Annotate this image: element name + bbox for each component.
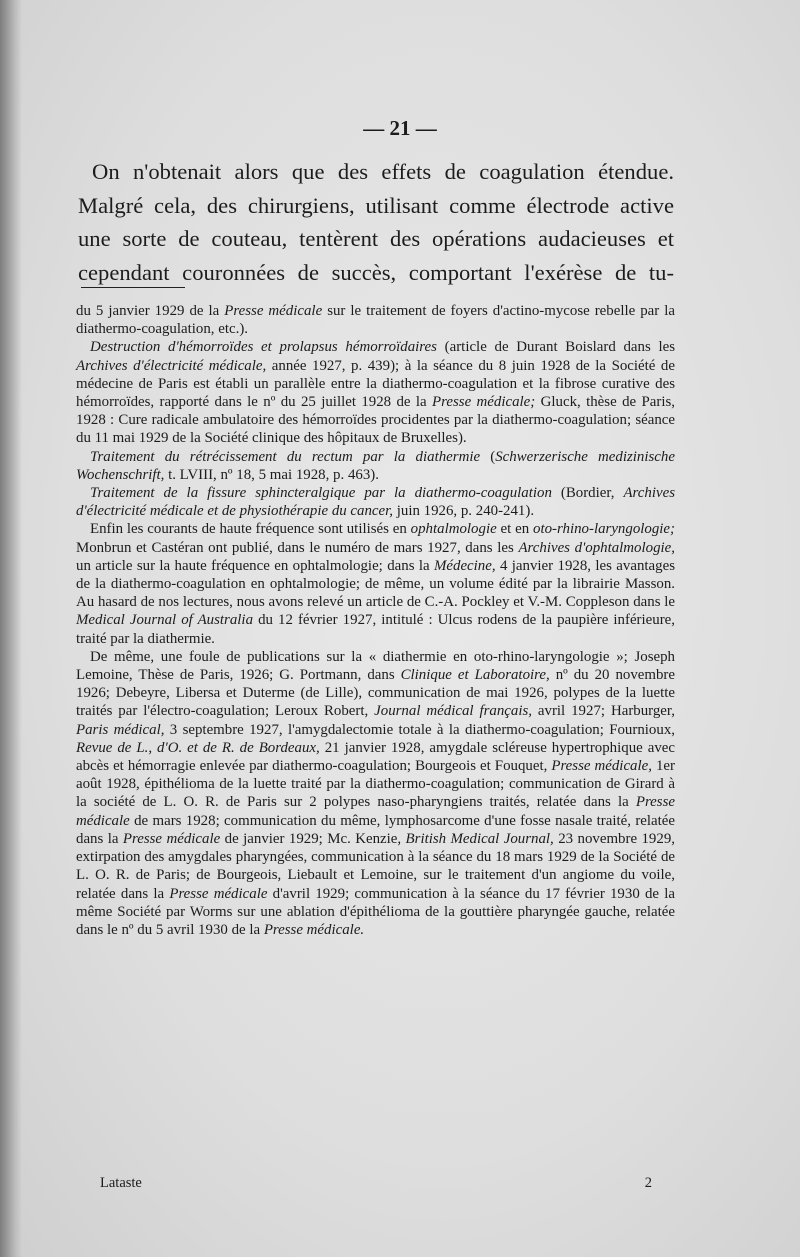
sheet-number: 2 bbox=[644, 1175, 652, 1191]
footnote-rectum: Traitement du rétrécissement du rectum par la diathermie (Schwerzerische medizinische Wochenschrift, t. LVIII, nº 18, 5 mai 1928, p. 463). bbox=[76, 448, 675, 483]
footnote-continuation: du 5 janvier 1929 de la Presse médicale sur le traitement de foyers d'actino-mycose rebelle par la diathermo-coagulation, etc.). bbox=[76, 303, 675, 338]
page-number: — 21 — bbox=[363, 116, 437, 140]
page-gutter-shadow bbox=[0, 0, 22, 1257]
main-paragraph-text: On n'obtenait alors que des effets de coagulation étendue. Malgré cela, des chirurgiens, utilisant comme électrode active une sorte de couteau, tentèrent des opérations audacieuses et cependant couronnées de succès, comportant l'exérèse de tu- bbox=[78, 159, 674, 285]
footnote-ophthalmology: Enfin les courants de haute fréquence sont utilisés en ophtalmologie et en oto-rhino-laryngologie; Monbrun et Castéran ont publié, dans le numéro de mars 1927, dans les Archives d'ophtalmologie, un article sur la haute fréquence en ophtalmologie; dans la Médecine, 4 janvier 1928, les avantages de la diathermo-coagulation en ophtalmologie; de même, un volume édité par la librairie Masson. Au hasard de nos lectures, nous avons relevé un article de C.-A. Pockley et V.-M. Coppleson dans le Medical Journal of Australia du 12 février 1927, intitulé : Ulcus rodens de la paupière inférieure, traité par la diathermie. bbox=[76, 521, 676, 647]
footnote-orl: De même, une foule de publications sur la « diathermie en oto-rhino-laryngologie »; Joseph Lemoine, Thèse de Paris, 1926; G. Portmann, dans Clinique et Laboratoire, nº du 20 novembre 1926; Debeyre, Libersa et Duterme (de Lille), communication de mai 1926, polypes de la luette traités par l'électro-coagulation; Leroux Robert, Journal médical français, avril 1927; Harburger, Paris médical, 3 septembre 1927, l'amygdalectomie totale à la diathermo-coagulation; Fournioux, Revue de L., d'O. et de R. de Bordeaux, 21 janvier 1928, amygdale scléreuse hypertrophique avec abcès et hémorragie enlevée par diathermo-coagulation; Bourgeois et Fouquet, Presse médicale, 1er août 1928, épithélioma de la luette traité par la diathermo-coagulation; communication de Girard à la société de L. O. R. de Paris sur 2 polypes naso-pharyngiens traités, relatée dans la Presse médicale de mars 1928; communication du même, lymphosarcome d'une fosse nasale traité, relatée dans la Presse médicale de janvier 1929; Mc. Kenzie, British Medical Journal, 23 novembre 1929, extirpation des amygdales pharyngées, communication à la séance du 18 mars 1929 de la Société de L. O. R. de Paris; de Bourgeois, Liebault et Lemoine, sur le traitement d'un angiome du voile, relatée dans la Presse médicale d'avril 1929; communication à la séance du 17 février 1930 de la même Société par Worms sur une ablation d'épithélioma de la gouttière pharyngée gauche, relatée dans le nº du 5 avril 1930 de la Presse médicale. bbox=[76, 648, 676, 938]
footnotes bbox=[76, 302, 675, 939]
footnote-divider bbox=[81, 287, 185, 288]
main-paragraph bbox=[78, 155, 674, 289]
printer-signature: Lataste bbox=[100, 1175, 142, 1191]
footnote-fissure: Traitement de la fissure sphincteralgique par la diathermo-coagulation (Bordier, Archives d'électricité médicale et de physiothérapie du cancer, juin 1926, p. 240-241). bbox=[76, 485, 675, 520]
footnote-hemorrhoids: Destruction d'hémorroïdes et prolapsus hémorroïdaires (article de Durant Boislard dans les Archives d'électricité médicale, année 1927, p. 439); à la séance du 8 juin 1928 de la Société de médecine de Paris est établi un parallèle entre la diathermo-coagulation et la fibrose curative des hémorroïdes, rapporté dans le nº du 25 juillet 1928 de la Presse médicale; Gluck, thèse de Paris, 1928 : Cure radicale ambulatoire des hémorroïdes procidentes par la diathermo-coagulation; séance du 11 mai 1929 de la Société clinique des hôpitaux de Bruxelles). bbox=[76, 339, 675, 447]
